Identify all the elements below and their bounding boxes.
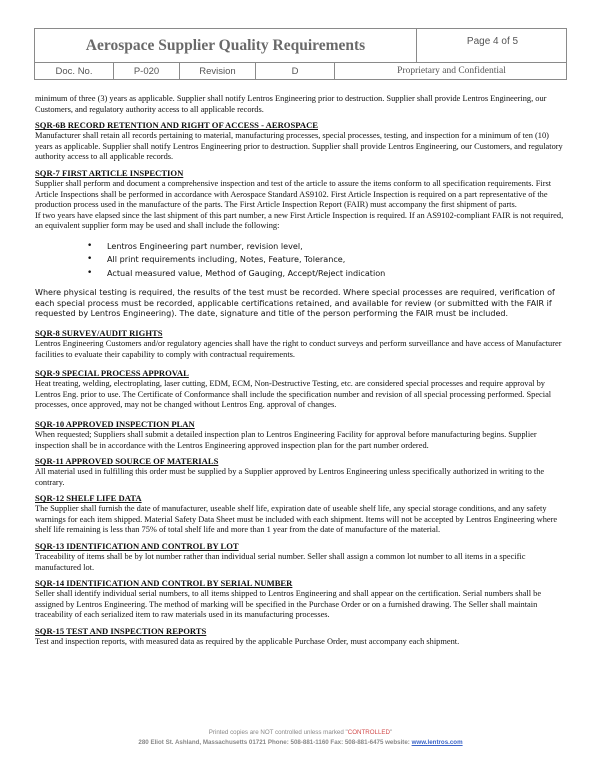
revision-label: Revision xyxy=(180,63,256,79)
section-text: Supplier shall perform and document a comprehensive inspection and test of the article to assure the items conform to all specification requirements. First Article Inspections shall be performed in accordance with Aerospace Standard AS9102. First Article Inspection is required on a part representative of the production process used in the manufacture of the parts. The First Article Inspection Report (FAIR) must accompany the first shipment of parts. xyxy=(35,178,552,210)
section-sqr13 xyxy=(35,541,566,573)
footer-controlled-word: CONTROLLED xyxy=(347,729,391,736)
section-text: Heat treating, welding, electroplating, laser cutting, EDM, ECM, Non-Destructive Testing, etc. are considered special processes and require approval by Lentros Eng. prior to use. The Certificate of Conformance shall include the specification number and revision of all special processing performed. Special processes, once approved, may not be changed without Lentros Eng. approval of changes. xyxy=(35,379,552,410)
document-header xyxy=(34,28,567,80)
section-text: Lentros Engineering Customers and/or regulatory agencies shall have the right to conduct surveys and perform surveillance and have access of Manufacturer facilities to evaluate their capability to comply with contractual requirements. xyxy=(35,338,562,359)
section-text: Manufacturer shall retain all records pertaining to material, manufacturing processes, special processes, testing, and inspection for a minimum of ten (10) years as applicable. Supplier shall notify Lentros Engineering prior to destruction. Supplier shall provide Lentros Engineering, our Customers, and regulatory authority access to all applicable records. xyxy=(35,131,563,162)
section-text: If two years have elapsed since the last shipment of this part number, a new First Article Inspection is required. If an AS9102-compliant FAIR is not required, an equivalent supplier form may be used and shall include the following: xyxy=(35,210,564,231)
revision-value: D xyxy=(256,63,335,79)
list-item: • All print requirements including, Notes, Feature, Tolerance, xyxy=(95,253,566,266)
section-title: SQR-7 FIRST ARTICLE INSPECTION xyxy=(35,167,184,178)
section-sqr6b xyxy=(35,120,566,163)
website-link[interactable]: www.lentros.com xyxy=(411,739,463,746)
document-title: Aerospace Supplier Quality Requirements xyxy=(35,29,417,62)
list-item: • Actual measured value, Method of Gauging, Accept/Reject indication xyxy=(95,267,566,280)
section-title: SQR-11 APPROVED SOURCE OF MATERIALS xyxy=(35,456,219,467)
doc-number-value: P-020 xyxy=(114,63,180,79)
section-title: SQR-10 APPROVED INSPECTION PLAN xyxy=(35,418,195,429)
section-sqr14 xyxy=(35,578,566,621)
section-text: When requested; Suppliers shall submit a detailed inspection plan to Lentros Engineering Facility for approval before manufacturing begins. Supplier inspection shall be in accordance with the Lentros Engineering approved inspection plan for the part number ordered. xyxy=(35,429,537,450)
section-title: SQR-12 SHELF LIFE DATA xyxy=(35,493,142,504)
section-sqr9 xyxy=(35,368,566,411)
list-item: • Lentros Engineering part number, revision level, xyxy=(95,240,566,253)
section-title: SQR-15 TEST AND INSPECTION REPORTS xyxy=(35,626,207,637)
section-text: Test and inspection reports, with measured data as required by the applicable Purchase Order, must accompany each shipment. xyxy=(35,637,460,647)
intro-paragraph: minimum of three (3) years as applicable. Supplier shall notify Lentros Engineering prior to destruction. Supplier shall provide Lentros Engineering, our Customers, and regulatory authority access to all applicable records. xyxy=(35,94,547,114)
section-sqr7 xyxy=(35,168,566,320)
footer-control-notice xyxy=(0,729,601,736)
section-sqr10 xyxy=(35,419,566,451)
section-sqr8 xyxy=(35,328,566,360)
section-text: Seller shall identify individual serial numbers, to all items shipped to Lentros Engineering and shall appear on the certification. Serial numbers shall be assigned by Lentros Engineering. The method of marking will be specified in the Purchase Order or on a furnished drawing. The Seller shall maintain traceability of each serialized item to raw materials used in its manufacturing processes. xyxy=(35,589,542,620)
section-title: SQR-14 IDENTIFICATION AND CONTROL BY SERIAL NUMBER xyxy=(35,578,293,589)
footer-address xyxy=(0,739,601,746)
section-text: Where physical testing is required, the results of the test must be recorded. Where special processes are required, verification of each special process must be recorded, applicable certifications retained, and available for review (or submitted with the FAIR if requested by Lentros Engineering). The date, signature and title of the person performing the FAIR must be included. xyxy=(35,288,555,319)
section-text: The Supplier shall furnish the date of manufacturer, useable shelf life, expiration date of useable shelf life, any special storage conditions, and any safety warnings for each item shipped. Material Safety Data Sheet must be included with each shipment. Items will not be accepted by Lentros Engineering where shelf life remaining is less than 75% of total shelf life and more than 1 year from the date of manufacture of the material. xyxy=(35,504,558,535)
doc-number-label: Doc. No. xyxy=(35,63,114,79)
page-number: Page 4 of 5 xyxy=(466,36,519,47)
section-sqr15 xyxy=(35,626,566,648)
section-title: SQR-8 SURVEY/AUDIT RIGHTS xyxy=(35,327,163,338)
section-sqr11 xyxy=(35,456,566,488)
footer-notice-text: Printed copies are NOT controlled unless marked " xyxy=(208,729,348,736)
header-top-row xyxy=(35,29,566,63)
header-bottom-row xyxy=(35,63,566,79)
section-title: SQR-9 SPECIAL PROCESS APPROVAL xyxy=(35,368,189,379)
document-body xyxy=(35,94,566,648)
footer-notice-end: " xyxy=(390,729,393,736)
confidentiality-label: Proprietary and Confidential xyxy=(397,66,506,76)
section-text: All material used in fulfilling this order must be supplied by a Supplier approved by Lentros Engineering unless specifically authorized in writing to the contrary. xyxy=(35,467,545,487)
section-sqr12 xyxy=(35,493,566,536)
section-title: SQR-6B RECORD RETENTION AND RIGHT OF ACCESS - AEROSPACE xyxy=(35,120,319,131)
section-title: SQR-13 IDENTIFICATION AND CONTROL BY LOT xyxy=(35,541,239,552)
section-text: Traceability of items shall be by lot number rather than individual serial number. Seller shall assign a common lot number to all items in a specific manufactured lot. xyxy=(35,552,526,572)
fair-requirements-list xyxy=(35,240,566,280)
footer-address-text: 280 Eliot St. Ashland, Massachusetts 01721 Phone: 508-881-1160 Fax: 508-881-6475 website: xyxy=(138,739,412,746)
